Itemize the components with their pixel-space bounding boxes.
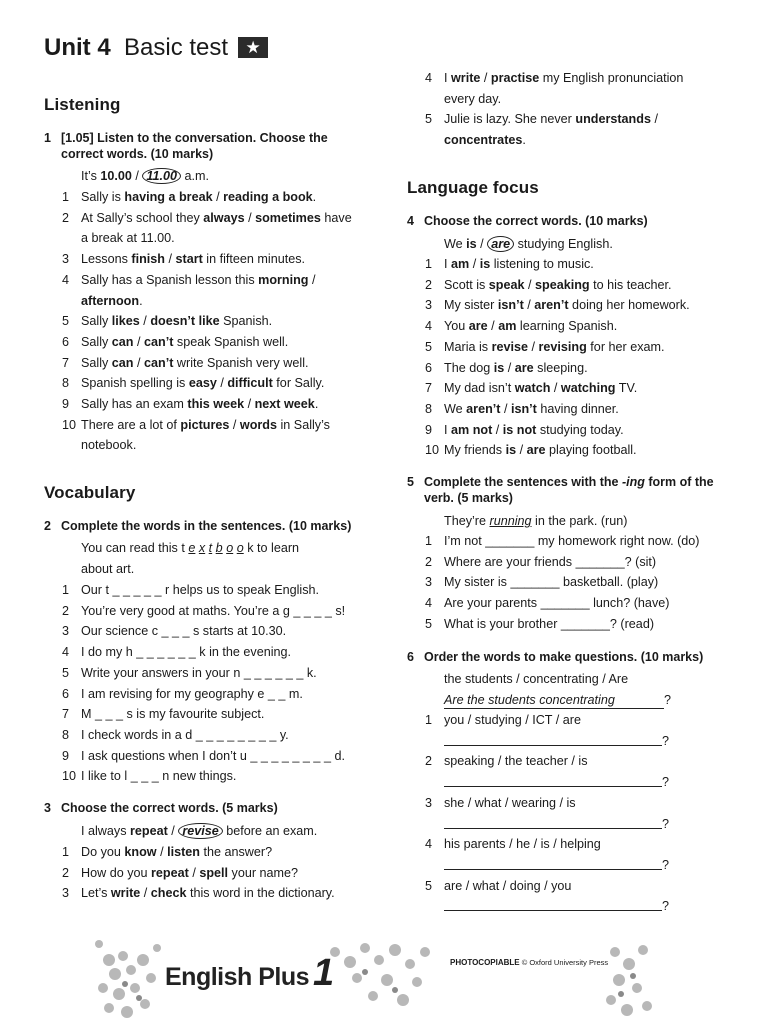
item-text: At Sally’s school they always / sometimes have xyxy=(81,210,352,225)
q5-instr-line1: Complete the sentences with the -ing form of the xyxy=(424,475,714,489)
item-number: 1 xyxy=(425,257,433,271)
item-text: you / studying / ICT / are xyxy=(444,713,581,727)
item-number: 3 xyxy=(425,575,433,590)
item-number: 9 xyxy=(425,422,433,437)
q4-example xyxy=(444,234,613,255)
q1-ex-sep: / xyxy=(131,169,143,183)
item-number: 3 xyxy=(425,795,433,810)
item-text: Scott is speak / speaking to his teacher. xyxy=(444,277,672,292)
item-number: 6 xyxy=(62,334,70,349)
item-number: 2 xyxy=(425,554,433,569)
item-text: Sally can / can’t write Spanish very well. xyxy=(81,355,309,370)
q6-instr: Order the words to make questions. (10 marks) xyxy=(424,650,704,664)
item-number: 10 xyxy=(62,417,77,432)
q3-instr: Choose the correct words. (5 marks) xyxy=(61,801,278,815)
item-number: 2 xyxy=(62,210,70,225)
item-text: I ask questions when I don’t u _ _ _ _ _ _ _ _ d. xyxy=(81,748,345,763)
item-text: Spanish spelling is easy / difficult for Sally. xyxy=(81,376,325,391)
item-number: 5 xyxy=(62,665,70,680)
q1-instruction xyxy=(44,130,374,162)
q1-ex-pre: It’s xyxy=(81,169,101,183)
item-number: 2 xyxy=(425,277,433,292)
item-text-continued: notebook. xyxy=(81,438,137,453)
item-text: I am not / is not studying today. xyxy=(444,422,624,437)
item-number: 6 xyxy=(62,686,70,701)
item-text: My sister is _______ basketball. (play) xyxy=(444,575,659,590)
answer-line[interactable]: ? xyxy=(444,731,669,752)
item-text-continued: afternoon. xyxy=(81,293,143,308)
item-text: M _ _ _ s is my favourite subject. xyxy=(81,707,265,722)
item-text: What is your brother _______? (read) xyxy=(444,616,655,631)
q4-ex-pre: We xyxy=(444,237,467,251)
answer-line[interactable]: ? xyxy=(444,772,669,793)
item-text: are / what / doing / you xyxy=(444,878,572,893)
item-text: Sally likes / doesn’t like Spanish. xyxy=(81,314,273,329)
item-text: I’m not _______ my homework right now. (do) xyxy=(444,534,700,548)
item-number: 10 xyxy=(62,769,77,784)
item-text: We aren’t / isn’t having dinner. xyxy=(444,401,619,416)
q5-instr-line2: verb. (5 marks) xyxy=(424,491,513,505)
q4-ex-circled-answer: are xyxy=(487,236,514,252)
q1-ex-option-a: 10.00 xyxy=(100,169,132,183)
item-text: Sally is having a break / reading a book. xyxy=(81,190,317,204)
q1-number: 1 xyxy=(44,131,51,145)
item-text: Do you know / listen the answer? xyxy=(81,845,273,859)
item-number: 8 xyxy=(62,727,70,742)
q6-number: 6 xyxy=(407,650,414,664)
item-number: 4 xyxy=(62,645,70,660)
answer-line[interactable]: ? xyxy=(444,896,669,917)
item-number: 5 xyxy=(425,878,433,893)
item-number: 1 xyxy=(62,845,70,859)
footer-banner xyxy=(95,938,655,1024)
item-number: 1 xyxy=(62,583,70,597)
q2-ex-line1: You can read this t e x t b o o k to learn xyxy=(81,541,300,555)
item-text: his parents / he / is / helping xyxy=(444,837,601,852)
q2-example xyxy=(81,538,299,579)
item-text: Where are your friends _______? (sit) xyxy=(444,554,657,569)
item-text: How do you repeat / spell your name? xyxy=(81,865,299,880)
item-number: 1 xyxy=(62,190,70,204)
q3-ex-post: before an exam. xyxy=(222,824,318,838)
item-text: I do my h _ _ _ _ _ _ k in the evening. xyxy=(81,645,292,660)
item-number: 2 xyxy=(425,754,433,769)
q3-number: 3 xyxy=(44,801,51,815)
item-text: I like to l _ _ _ n new things. xyxy=(81,769,237,784)
item-number: 4 xyxy=(62,272,70,287)
q3-instruction xyxy=(44,800,374,816)
q4-ex-post: studying English. xyxy=(514,237,613,251)
q5-example: They’re running in the park. (run) xyxy=(444,514,628,528)
q6-ex-answer: Are the students concentrating xyxy=(444,692,615,707)
item-text: she / what / wearing / is xyxy=(444,795,576,810)
item-number: 4 xyxy=(425,71,433,85)
item-number: 4 xyxy=(425,596,433,611)
item-number: 5 xyxy=(425,339,433,354)
item-text: Sally has an exam this week / next week. xyxy=(81,397,319,411)
item-number: 4 xyxy=(425,319,433,334)
item-text-continued: concentrates. xyxy=(444,133,526,148)
photocopiable-label: PHOTOCOPIABLE xyxy=(450,958,520,967)
english-plus-logo xyxy=(165,952,334,995)
item-text: Our science c _ _ _ s starts at 10.30. xyxy=(81,624,287,639)
item-text: I am revising for my geography e _ _ m. xyxy=(81,686,303,701)
item-number: 3 xyxy=(62,252,70,267)
item-text: I write / practise my English pronunciation xyxy=(444,71,684,85)
q6-ex-words: the students / concentrating / Are xyxy=(444,672,629,686)
vocabulary-heading: Vocabulary xyxy=(44,483,136,502)
photocopiable-notice xyxy=(450,958,608,967)
item-text: I check words in a d _ _ _ _ _ _ _ _ y. xyxy=(81,727,289,742)
item-text: Julie is lazy. She never understands / xyxy=(444,112,658,127)
q4-number: 4 xyxy=(407,214,414,228)
q6-example xyxy=(444,669,671,710)
item-number: 3 xyxy=(62,886,70,901)
item-text: Write your answers in your n _ _ _ _ _ _ k. xyxy=(81,665,317,680)
item-text: You are / am learning Spanish. xyxy=(444,319,618,334)
item-text-continued: every day. xyxy=(444,91,502,106)
item-text: Our t _ _ _ _ _ r helps us to speak English. xyxy=(81,583,320,597)
item-text: speaking / the teacher / is xyxy=(444,754,588,769)
item-number: 8 xyxy=(62,376,70,391)
item-text: Sally has a Spanish lesson this morning / xyxy=(81,272,316,287)
page-title xyxy=(44,34,268,62)
item-number: 1 xyxy=(425,534,433,548)
item-text: Let’s write / check this word in the dictionary. xyxy=(81,886,335,901)
item-number: 5 xyxy=(62,314,70,329)
item-text: Lessons finish / start in fifteen minutes. xyxy=(81,252,305,267)
item-number: 7 xyxy=(62,707,70,722)
q5-instruction xyxy=(407,474,747,506)
q4-ex-option-a: is xyxy=(466,237,477,251)
q1-ex-circled-answer: 11.00 xyxy=(142,168,181,184)
q3-ex-option-a: repeat xyxy=(130,824,168,838)
item-number: 2 xyxy=(62,603,70,618)
q1-ex-post: a.m. xyxy=(180,169,209,183)
listening-heading: Listening xyxy=(44,95,121,114)
q2-instruction xyxy=(44,518,374,534)
item-number: 8 xyxy=(425,401,433,416)
item-text: My sister isn’t / aren’t doing her homework. xyxy=(444,298,690,313)
item-number: 5 xyxy=(425,616,433,631)
item-number: 5 xyxy=(425,112,433,127)
item-text: I am / is listening to music. xyxy=(444,257,594,271)
item-text-continued: a break at 11.00. xyxy=(81,231,175,246)
q3-ex-pre: I always xyxy=(81,824,130,838)
item-number: 7 xyxy=(425,381,433,396)
star-icon: ★ xyxy=(238,37,268,58)
item-number: 4 xyxy=(425,837,433,852)
item-text: You’re very good at maths. You’re a g _ _ _ _ s! xyxy=(81,603,346,618)
item-number: 1 xyxy=(425,713,433,727)
item-text: My dad isn’t watch / watching TV. xyxy=(444,381,638,396)
item-text: Are your parents _______ lunch? (have) xyxy=(444,596,670,611)
item-number: 7 xyxy=(62,355,70,370)
item-text: Sally can / can’t speak Spanish well. xyxy=(81,334,289,349)
item-text: My friends is / are playing football. xyxy=(444,443,637,458)
item-number: 3 xyxy=(425,298,433,313)
item-text: The dog is / are sleeping. xyxy=(444,360,588,375)
item-text: Maria is revise / revising for her exam. xyxy=(444,339,665,354)
item-number: 10 xyxy=(425,443,440,458)
language-focus-heading: Language focus xyxy=(407,178,539,197)
q2-number: 2 xyxy=(44,519,51,533)
item-number: 9 xyxy=(62,397,70,411)
q3-ex-circled-answer: revise xyxy=(178,823,222,839)
item-number: 3 xyxy=(62,624,70,639)
answer-line[interactable]: ? xyxy=(444,855,669,876)
item-number: 6 xyxy=(425,360,433,375)
item-number: 2 xyxy=(62,865,70,880)
test-label: Basic test xyxy=(124,34,229,61)
q1-instr-line1: [1.05] Listen to the conversation. Choose the xyxy=(61,131,328,145)
q5-number: 5 xyxy=(407,475,414,489)
item-number: 9 xyxy=(62,748,70,763)
logo-text: English Plus xyxy=(165,963,310,991)
q4-instr: Choose the correct words. (10 marks) xyxy=(424,214,648,228)
q3-example xyxy=(81,821,317,842)
q3-ex-sep: / xyxy=(167,824,179,838)
q2-ex-line2: about art. xyxy=(81,561,135,576)
unit-label: Unit 4 xyxy=(44,34,111,61)
q2-instr: Complete the words in the sentences. (10 marks) xyxy=(61,519,352,533)
q6-ex-qmark: ? xyxy=(664,692,672,707)
copyright-text: © Oxford University Press xyxy=(521,958,609,967)
q4-ex-sep: / xyxy=(476,237,488,251)
item-text: There are a lot of pictures / words in Sally’s xyxy=(81,417,330,432)
answer-line[interactable]: ? xyxy=(444,814,669,835)
logo-number: 1 xyxy=(313,952,334,994)
q6-ex-answer-line xyxy=(444,690,671,711)
q1-example xyxy=(81,166,209,187)
q4-instruction xyxy=(407,213,747,229)
q1-instr-line2: correct words. (10 marks) xyxy=(61,147,214,161)
q6-instruction xyxy=(407,649,747,665)
